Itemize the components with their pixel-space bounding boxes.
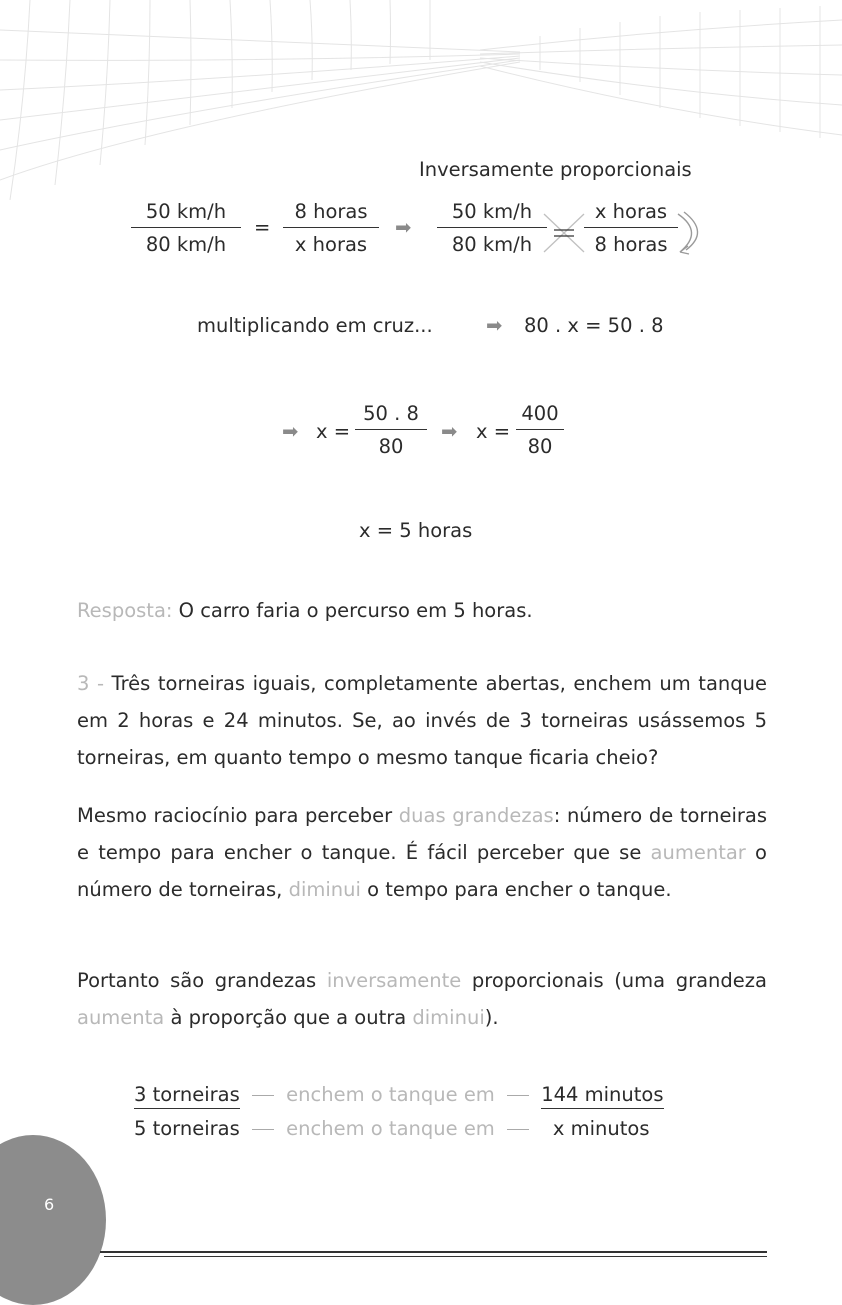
row-left-value: 3 torneiras	[134, 1083, 240, 1109]
question-line: torneiras, em quanto tempo o mesmo tanque ficaria cheio?	[77, 746, 659, 769]
inverse-proportion-heading: Inversamente proporcionais	[419, 158, 692, 181]
fraction-numerator: x horas	[584, 200, 678, 228]
fraction-denominator: 80 km/h	[145, 233, 227, 256]
row-right-value: 144 minutos	[541, 1083, 663, 1109]
fraction-hours-inverted	[584, 200, 678, 256]
text-run: à proporção que a outra	[164, 1006, 413, 1029]
row-middle-text: enchem o tanque em	[286, 1083, 495, 1106]
x-equals-label: x =	[316, 420, 351, 443]
fraction-speed-2	[437, 200, 547, 256]
highlight-text: diminui	[412, 1006, 485, 1029]
dash-separator	[252, 1129, 274, 1130]
text-run: e tempo para encher o tanque. É fácil perceber que se	[77, 841, 651, 864]
row-middle-text: enchem o tanque em	[286, 1117, 495, 1140]
fraction-denominator: 80	[378, 435, 404, 458]
question-text: Três torneiras iguais, completamente abertas, enchem um tanque	[104, 672, 767, 695]
equals-sign: =	[254, 216, 271, 239]
highlight-text: duas grandezas	[398, 804, 554, 827]
x-equals-label: x =	[476, 420, 511, 443]
text-run: Portanto são grandezas	[77, 969, 327, 992]
page-number: 6	[44, 1195, 55, 1214]
fraction-numerator: 8 horas	[283, 200, 379, 228]
highlight-text: diminui	[288, 878, 361, 901]
text-run: : número de torneiras	[553, 804, 768, 827]
proportion-row-1	[134, 1083, 664, 1106]
answer-label: Resposta:	[77, 599, 173, 622]
text-run: o	[745, 841, 767, 864]
fraction-denominator: 80 km/h	[451, 233, 533, 256]
reasoning-paragraph	[77, 797, 767, 908]
conclusion-paragraph	[77, 962, 767, 1036]
row-left-value: 5 torneiras	[134, 1117, 240, 1140]
cross-multiply-icon	[540, 208, 588, 258]
fraction-denominator: x horas	[294, 233, 368, 256]
invert-arrow-icon	[674, 206, 708, 260]
fraction-50x8-over-80	[355, 402, 427, 458]
text-run: o tempo para encher o tanque.	[360, 878, 672, 901]
cross-multiply-label: multiplicando em cruz...	[197, 314, 433, 337]
fraction-400-over-80	[516, 402, 564, 458]
question-3	[77, 665, 767, 776]
row-right-value: x minutos	[552, 1117, 650, 1140]
right-arrow-icon: ➡	[282, 420, 299, 443]
text-run: número de torneiras,	[77, 878, 289, 901]
text-run: Mesmo raciocínio para perceber	[77, 804, 399, 827]
text-run: proporcionais (uma grandeza	[461, 969, 767, 992]
answer-text: O carro faria o percurso em 5 horas.	[172, 599, 533, 622]
paragraph-line	[77, 962, 767, 999]
cross-multiply-equation: 80 . x = 50 . 8	[524, 314, 664, 337]
paragraph-line	[77, 999, 767, 1036]
dash-separator	[507, 1129, 529, 1130]
paragraph-line	[77, 871, 767, 908]
fraction-denominator: 80	[527, 435, 553, 458]
fraction-hours	[283, 200, 379, 256]
proportion-row-2	[134, 1117, 661, 1140]
fraction-numerator: 50 . 8	[355, 402, 427, 430]
right-arrow-icon: ➡	[395, 216, 412, 239]
footer-rule	[100, 1251, 767, 1253]
dash-separator	[507, 1095, 529, 1096]
fraction-speed	[131, 200, 241, 256]
question-line: em 2 horas e 24 minutos. Se, ao invés de 3 torneiras usássemos 5	[77, 709, 767, 732]
fraction-numerator: 50 km/h	[131, 200, 241, 228]
highlight-text: aumenta	[77, 1006, 165, 1029]
question-number: 3 -	[77, 672, 104, 695]
right-arrow-icon: ➡	[441, 420, 458, 443]
highlight-text: inversamente	[326, 969, 462, 992]
answer-line	[77, 599, 533, 622]
question-line	[77, 665, 767, 702]
footer-rule	[104, 1256, 767, 1257]
paragraph-line	[77, 797, 767, 834]
fraction-numerator: 400	[516, 402, 564, 430]
result-equation: x = 5 horas	[359, 519, 473, 542]
fraction-denominator: 8 horas	[594, 233, 668, 256]
paragraph-line	[77, 834, 767, 871]
dash-separator	[252, 1095, 274, 1096]
highlight-text: aumentar	[650, 841, 746, 864]
right-arrow-icon: ➡	[486, 314, 503, 337]
fraction-numerator: 50 km/h	[437, 200, 547, 228]
text-run: ).	[484, 1006, 499, 1029]
